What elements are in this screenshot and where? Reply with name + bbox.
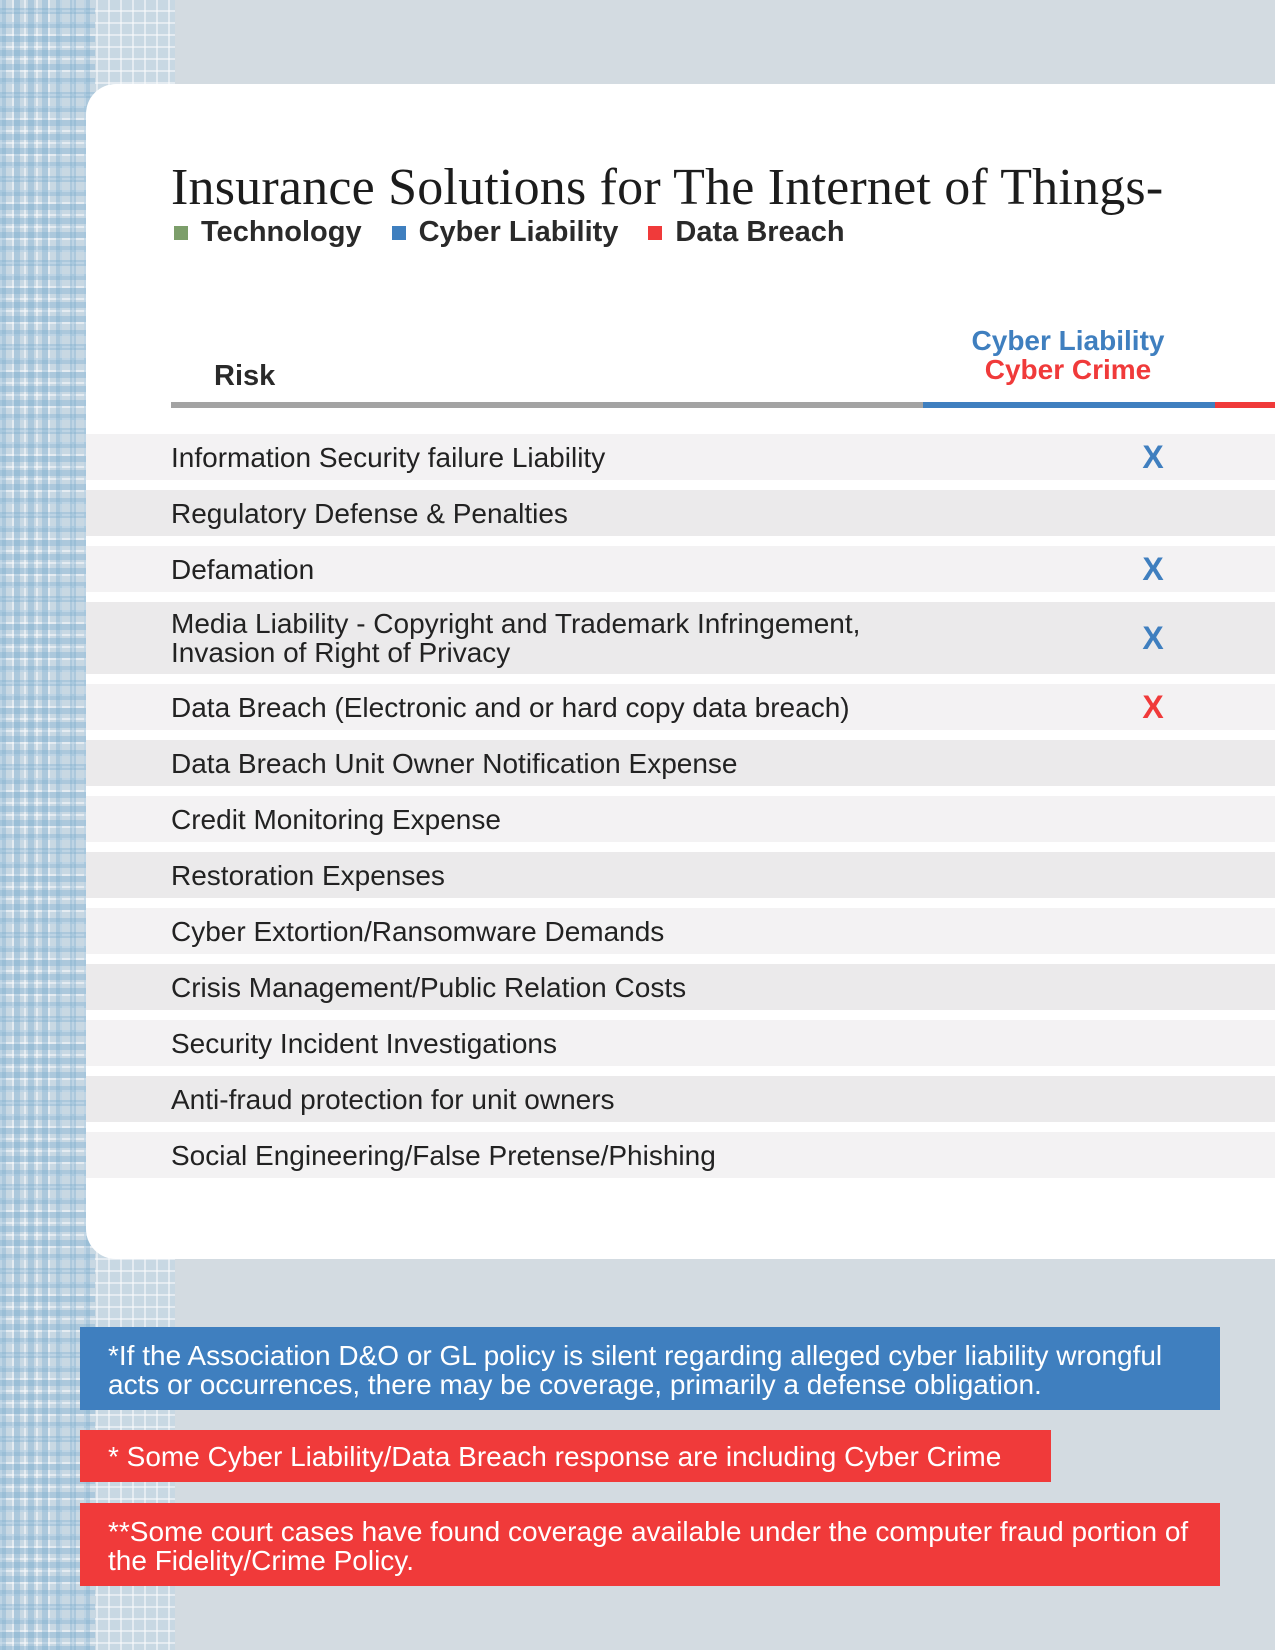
table-row (86, 964, 1275, 1010)
risk-label: Information Security failure Liability (171, 441, 606, 473)
legend-swatch-green (174, 226, 188, 240)
risk-label: Cyber Extortion/Ransomware Demands (171, 915, 665, 947)
note-red-short: * Some Cyber Liability/Data Breach response are including Cyber Crime (80, 1430, 1051, 1482)
risk-label: Social Engineering/False Pretense/Phishing (171, 1139, 716, 1171)
coverage-mark: X (1142, 438, 1164, 475)
table-row (86, 684, 1275, 730)
table-row (86, 1020, 1275, 1066)
risk-label: Crisis Management/Public Relation Costs (171, 971, 687, 1003)
header-rule-blue (923, 402, 1215, 408)
risk-label: Anti-fraud protection for unit owners (171, 1083, 615, 1115)
risk-label: Restoration Expenses (171, 859, 445, 891)
risk-label: Security Incident Investigations (171, 1027, 557, 1059)
coverage-mark: X (1142, 688, 1164, 725)
legend-swatch-blue (392, 226, 406, 240)
legend-label: Technology (201, 216, 362, 248)
legend-item-technology (174, 216, 362, 249)
table-row (86, 796, 1275, 842)
header-rule-gray (171, 402, 923, 408)
table-row (86, 1132, 1275, 1178)
coverage-column-header (923, 326, 1213, 384)
risk-label: Regulatory Defense & Penalties (171, 497, 568, 529)
legend-item-cyber-liability (392, 216, 619, 249)
legend (174, 216, 845, 249)
coverage-header-line2: Cyber Crime (984, 354, 1152, 385)
legend-swatch-red (648, 226, 662, 240)
note-red-long: **Some court cases have found coverage available under the computer fraud portion of the Fidelity/Crime Policy. (80, 1503, 1220, 1586)
table-row (86, 1076, 1275, 1122)
page-title: Insurance Solutions for The Internet of Things- (171, 159, 1164, 216)
coverage-header-line1: Cyber Liability (971, 325, 1165, 356)
table-row (86, 740, 1275, 786)
table-row (86, 546, 1275, 592)
table-row (86, 434, 1275, 480)
risk-table (86, 434, 1275, 1188)
risk-label: Data Breach Unit Owner Notification Expense (171, 747, 738, 779)
legend-label: Cyber Liability (418, 216, 619, 248)
table-row (86, 852, 1275, 898)
risk-label: Data Breach (Electronic and or hard copy data breach) (171, 691, 850, 723)
coverage-mark: X (1142, 550, 1164, 587)
legend-label: Data Breach (675, 216, 845, 248)
header-rule-red (1215, 402, 1275, 408)
table-row (86, 602, 1275, 674)
risk-label: Media Liability - Copyright and Trademark Infringement, Invasion of Right of Privacy (171, 608, 861, 668)
table-row (86, 490, 1275, 536)
legend-item-data-breach (648, 216, 844, 249)
coverage-mark: X (1142, 619, 1164, 656)
risk-label: Credit Monitoring Expense (171, 803, 501, 835)
table-row (86, 908, 1275, 954)
risk-column-header: Risk (214, 360, 276, 392)
risk-label: Defamation (171, 553, 315, 585)
note-blue: *If the Association D&O or GL policy is silent regarding alleged cyber liability wrongful acts or occurrences, there may be coverage, primarily a defense obligation. (80, 1327, 1220, 1410)
